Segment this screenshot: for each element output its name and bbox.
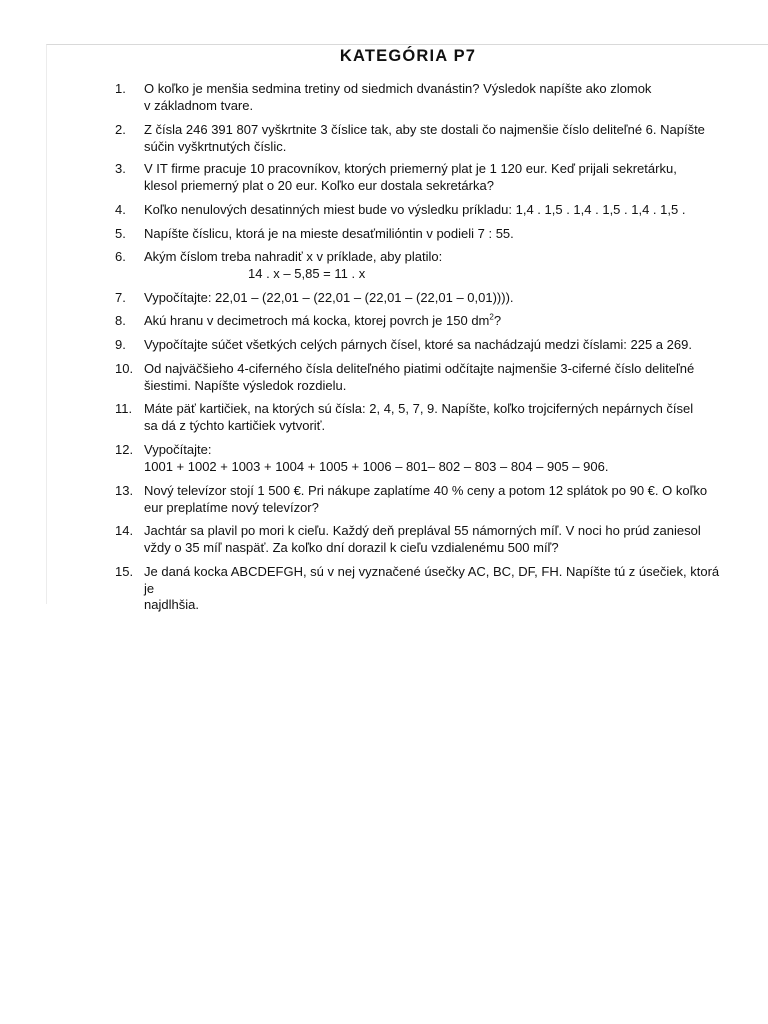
question-text: Nový televízor stojí 1 500 €. Pri nákupe zaplatíme 40 % ceny a potom 12 splátok po 90 €. O koľko eur preplatíme nový televízor? (144, 483, 708, 515)
question-number: 2. (115, 122, 126, 137)
question-text: Akú hranu v decimetroch má kocka, ktorej povrch je 150 $dm^2$? (144, 312, 502, 328)
question-text: Akým číslom treba nahradiť x v príklade, aby platilo: 14 . x – 5,85 = 11 . x (144, 249, 729, 282)
question-text: Je daná kocka ABCDEFGH, sú v nej vyznačené úsečky AC, BC, DF, FH. Napíšte tú z úsečiek, ktorá je najdlhšia. (144, 564, 720, 612)
question-number: 1. (115, 81, 126, 96)
worksheet-page (46, 44, 768, 612)
question-text: Vypočítajte: 22,01 – (22,01 – (22,01 – (22,01 – (22,01 – 0,01)))). (144, 290, 514, 305)
question-text: Jachtár sa plavil po mori k cieľu. Každý deň preplával 55 námorných míľ. V noci ho prúd zaniesol vždy o 35 míľ naspäť. Za koľko dní dorazil k cieľu vzdialenému 500 míľ? (144, 523, 701, 555)
question-number: 10. (115, 361, 134, 376)
question-number: 5. (115, 226, 126, 241)
question-number: 13. (115, 483, 134, 498)
question-number: 9. (115, 337, 126, 352)
question-number: 11. (115, 401, 133, 416)
question-text: Od najväčšieho 4-ciferného čísla deliteľného piatimi odčítajte najmenšie 3-ciferné číslo deliteľné šiestimi. Napíšte výsledok rozdielu. (144, 361, 695, 393)
question-text: O koľko je menšia sedmina tretiny od siedmich dvanástin? Výsledok napíšte ako zlomok v základnom tvare. (144, 81, 652, 113)
question-text: Máte päť kartičiek, na ktorých sú čísla: 2, 4, 5, 7, 9. Napíšte, koľko trojciferných nepárnych čísel sa dá z týchto kartičiek vytvoriť. (144, 401, 694, 433)
question-text: Vypočítajte: 1001 + 1002 + 1003 + 1004 + 1005 + 1006 – 801– 802 – 803 – 804 – 905 – 906. (144, 442, 609, 474)
question-text: Napíšte číslicu, ktorá je na mieste desaťmiliόntin v podieli 7 : 55. (144, 226, 514, 241)
equation: 14 . x – 5,85 = 11 . x (248, 265, 366, 281)
page-title: KATEGÓRIA P7 (339, 47, 477, 65)
question-number: 14. (115, 523, 134, 538)
question-number: 15. (115, 564, 134, 579)
question-text: Koľko nenulových desatinných miest bude vo výsledku príkladu: 1,4 . 1,5 . 1,4 . 1,5 . 1,4 . 1,5 . (144, 202, 686, 217)
question-number: 12. (115, 442, 134, 457)
question-number: 4. (115, 202, 126, 217)
question-number: 7. (115, 290, 126, 305)
question-number: 3. (115, 161, 126, 176)
question-number: 6. (115, 249, 126, 264)
question-number: 8. (115, 313, 126, 328)
question-text: V IT firme pracuje 10 pracovníkov, ktorých priemerný plat je 1 120 eur. Keď prijali sekretárku, klesol priemerný plat o 20 eur. Koľko eur dostala sekretárka? (144, 161, 677, 193)
question-text: Z čísla 246 391 807 vyškrtnite 3 číslice tak, aby ste dostali čo najmenšie číslo deliteľné 6. Napíšte súčin vyškrtnutých číslic. (144, 122, 705, 154)
question-text: Vypočítajte súčet všetkých celých párnych čísel, ktoré sa nachádzajú medzi číslami: 225 a 269. (144, 337, 692, 352)
exponent: 2 (489, 312, 494, 322)
